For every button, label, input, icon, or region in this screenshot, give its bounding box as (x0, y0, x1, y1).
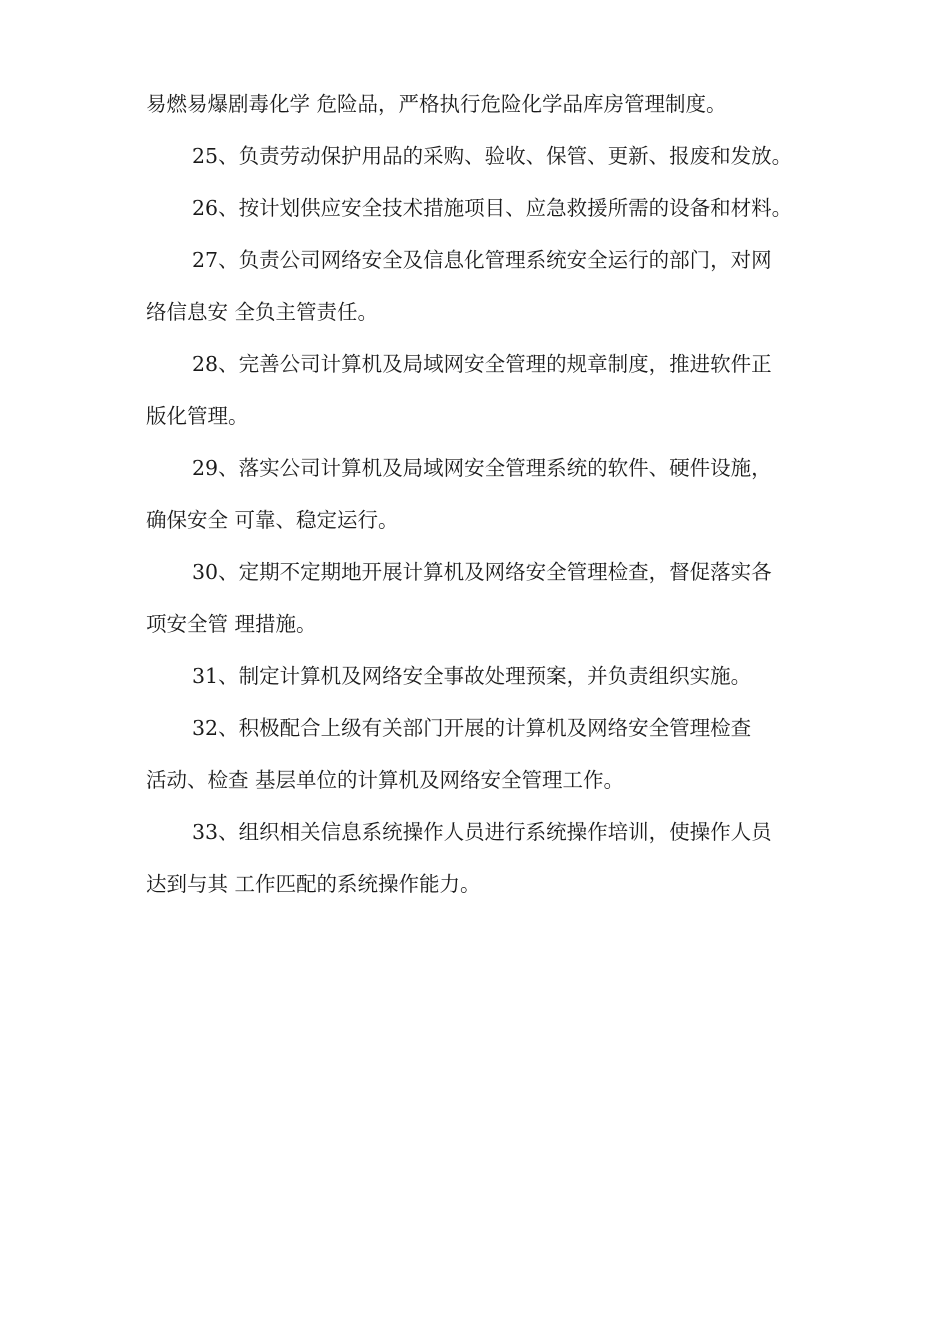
text-line: 确保安全 可靠、稳定运行。 (146, 508, 399, 532)
text-line: 活动、检查 基层单位的计算机及网络安全管理工作。 (146, 768, 625, 792)
text-line: 32、积极配合上级有关部门开展的计算机及网络安全管理检查 (192, 716, 752, 740)
text-line: 25、负责劳动保护用品的采购、验收、保管、更新、报废和发放。 (192, 144, 793, 168)
text-line: 络信息安 全负主管责任。 (146, 300, 379, 324)
text-line: 项安全管 理措施。 (146, 612, 317, 636)
text-line: 31、制定计算机及网络安全事故处理预案，并负责组织实施。 (192, 664, 752, 688)
text-line: 27、负责公司网络安全及信息化管理系统安全运行的部门，对网 (192, 248, 772, 272)
text-line: 达到与其 工作匹配的系统操作能力。 (146, 872, 481, 896)
document-body (146, 86, 826, 918)
text-line: 28、完善公司计算机及局域网安全管理的规章制度，推进软件正 (192, 352, 772, 376)
text-line: 版化管理。 (146, 404, 249, 428)
text-line: 易燃易爆剧毒化学 危险品，严格执行危险化学品库房管理制度。 (146, 92, 727, 116)
text-line: 26、按计划供应安全技术措施项目、应急救援所需的设备和材料。 (192, 196, 793, 220)
text-line: 33、组织相关信息系统操作人员进行系统操作培训，使操作人员 (192, 820, 772, 844)
text-line: 30、定期不定期地开展计算机及网络安全管理检查，督促落实各 (192, 560, 772, 584)
text-line: 29、落实公司计算机及局域网安全管理系统的软件、硬件设施， (192, 456, 772, 480)
